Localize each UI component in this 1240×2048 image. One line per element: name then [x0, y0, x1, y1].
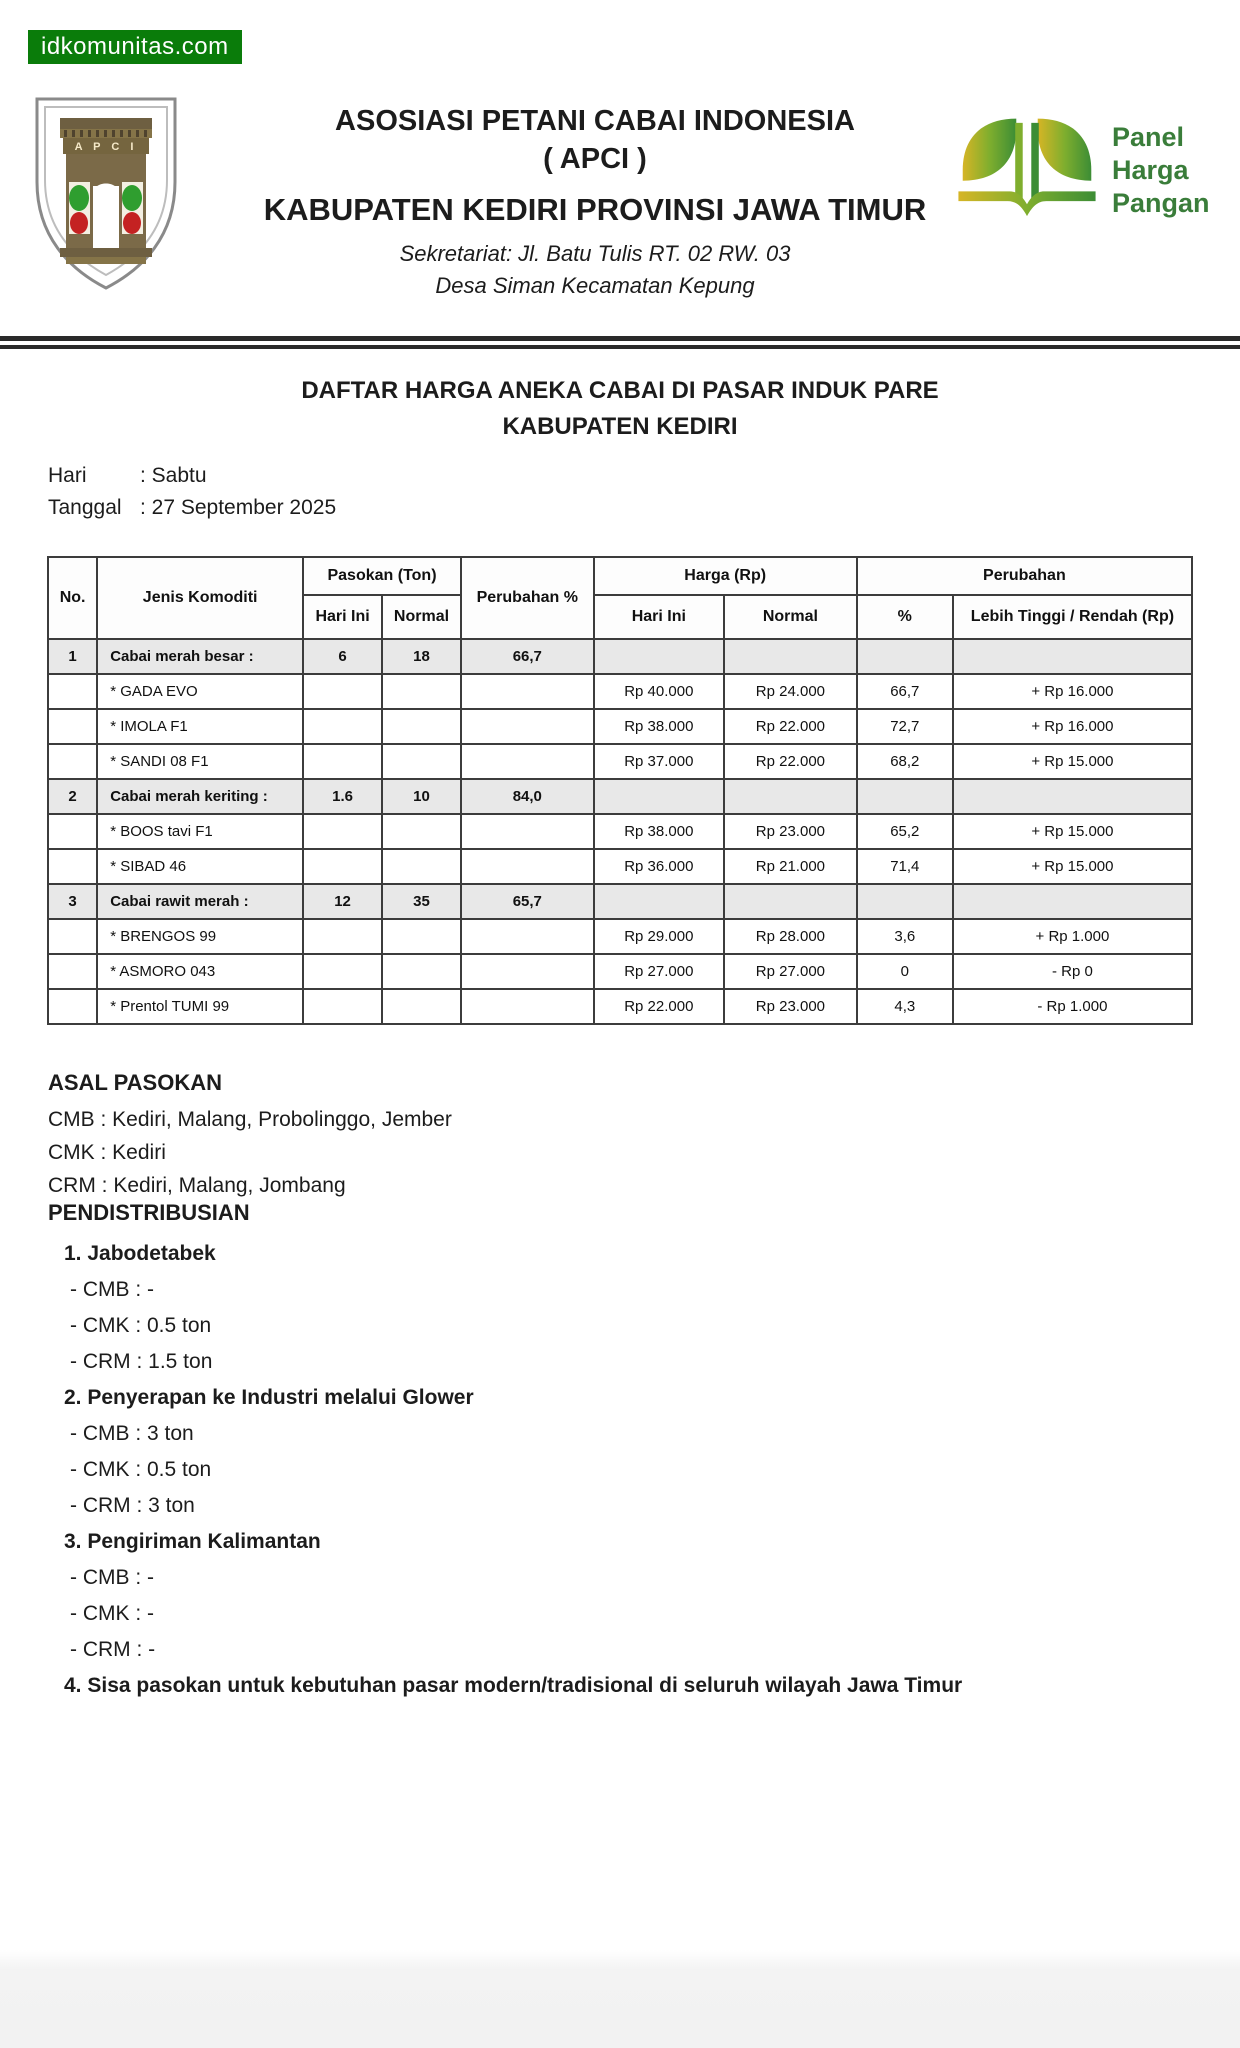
value-cell: [594, 779, 724, 814]
village-address: Desa Siman Kecamatan Kepung: [435, 273, 755, 298]
distribution-item-line: - CMB : -: [70, 1566, 154, 1589]
value-cell: [461, 709, 594, 744]
value-cell: 66,7: [857, 674, 953, 709]
value-cell: 6: [303, 639, 382, 674]
subcol-lebih-tinggi-rendah: Lebih Tinggi / Rendah (Rp): [953, 595, 1192, 639]
value-cell: 1.6: [303, 779, 382, 814]
commodity-cell: * IMOLA F1: [97, 709, 303, 744]
value-cell: Rp 38.000: [594, 709, 724, 744]
date-label: Tanggal: [48, 496, 122, 519]
document-title: [0, 376, 1240, 442]
table-row: [48, 814, 1192, 849]
subcol-pasokan-hari-ini: Hari Ini: [303, 595, 382, 639]
watermark-banner: idkomunitas.com: [28, 30, 242, 64]
value-cell: [724, 639, 857, 674]
scan-footer-band: [0, 1950, 1240, 2048]
distribution-item-title: 2. Penyerapan ke Industri melalui Glower: [64, 1386, 474, 1409]
letterhead: [210, 104, 980, 300]
col-group-pasokan: Pasokan (Ton): [303, 557, 461, 595]
value-cell: 71,4: [857, 849, 953, 884]
commodity-cell: * BOOS tavi F1: [97, 814, 303, 849]
org-region-line: KABUPATEN KEDIRI PROVINSI JAWA TIMUR: [263, 192, 927, 227]
value-cell: Rp 27.000: [594, 954, 724, 989]
value-cell: [48, 849, 97, 884]
value-cell: 65,7: [461, 884, 594, 919]
value-cell: [857, 639, 953, 674]
value-cell: [382, 919, 461, 954]
date-block: [48, 460, 336, 524]
value-cell: [594, 884, 724, 919]
org-name-line1: ASOSIASI PETANI CABAI INDONESIA: [335, 105, 855, 137]
logo-word-pangan: Pangan: [1112, 187, 1210, 218]
distribution-item-line: - CRM : -: [70, 1638, 156, 1661]
value-cell: [303, 989, 382, 1024]
price-table-body: [48, 639, 1192, 1024]
pendistribusian-list: [48, 1236, 962, 1704]
date-row: [48, 492, 336, 524]
commodity-cell: Cabai merah keriting :: [97, 779, 303, 814]
value-cell: Rp 28.000: [724, 919, 857, 954]
asal-pasokan-lines: [48, 1103, 452, 1202]
value-cell: [303, 919, 382, 954]
value-cell: 1: [48, 639, 97, 674]
value-cell: Rp 23.000: [724, 989, 857, 1024]
value-cell: + Rp 15.000: [953, 849, 1192, 884]
asal-pasokan-heading: ASAL PASOKAN: [48, 1070, 222, 1095]
value-cell: 2: [48, 779, 97, 814]
value-cell: Rp 38.000: [594, 814, 724, 849]
value-cell: [461, 744, 594, 779]
value-cell: 66,7: [461, 639, 594, 674]
value-cell: [461, 849, 594, 884]
distribution-item-title: 3. Pengiriman Kalimantan: [64, 1530, 321, 1553]
col-group-harga: Harga (Rp): [594, 557, 857, 595]
day-label: Hari: [48, 464, 87, 487]
value-cell: [303, 744, 382, 779]
value-cell: 65,2: [857, 814, 953, 849]
value-cell: 35: [382, 884, 461, 919]
pendistribusian-section: [48, 1198, 962, 1704]
value-cell: Rp 40.000: [594, 674, 724, 709]
value-cell: Rp 29.000: [594, 919, 724, 954]
document-title-line2: KABUPATEN KEDIRI: [502, 413, 738, 440]
value-cell: + Rp 15.000: [953, 744, 1192, 779]
value-cell: [48, 954, 97, 989]
value-cell: Rp 36.000: [594, 849, 724, 884]
commodity-cell: * GADA EVO: [97, 674, 303, 709]
table-row: [48, 674, 1192, 709]
date-value: : 27 September 2025: [140, 496, 337, 519]
value-cell: [724, 779, 857, 814]
value-cell: Rp 37.000: [594, 744, 724, 779]
table-row: [48, 884, 1192, 919]
value-cell: 0: [857, 954, 953, 989]
col-header-no: No.: [48, 557, 97, 639]
col-header-perubahan-pct: Perubahan %: [461, 557, 594, 639]
apci-shield-logo: [30, 92, 182, 296]
day-value: : Sabtu: [140, 464, 207, 487]
document-title-line1: DAFTAR HARGA ANEKA CABAI DI PASAR INDUK PARE: [301, 377, 939, 404]
col-header-jenis: Jenis Komoditi: [97, 557, 303, 639]
distribution-item-line: - CMB : 3 ton: [70, 1422, 194, 1445]
value-cell: 12: [303, 884, 382, 919]
value-cell: Rp 21.000: [724, 849, 857, 884]
commodity-cell: Cabai rawit merah :: [97, 884, 303, 919]
price-table: [47, 556, 1193, 1025]
value-cell: [48, 989, 97, 1024]
price-table-header: [48, 557, 1192, 639]
table-row: [48, 954, 1192, 989]
panel-harga-pangan-text: [1112, 121, 1210, 220]
value-cell: + Rp 15.000: [953, 814, 1192, 849]
value-cell: 72,7: [857, 709, 953, 744]
table-row: [48, 779, 1192, 814]
value-cell: 4,3: [857, 989, 953, 1024]
value-cell: Rp 22.000: [724, 744, 857, 779]
org-name-line2: ( APCI ): [543, 143, 647, 175]
value-cell: Rp 23.000: [724, 814, 857, 849]
col-group-perubahan: Perubahan: [857, 557, 1192, 595]
header-divider: [0, 336, 1240, 349]
supply-origin-line: CMB : Kediri, Malang, Probolinggo, Jember: [48, 1108, 452, 1131]
value-cell: + Rp 1.000: [953, 919, 1192, 954]
table-row: [48, 709, 1192, 744]
distribution-item-line: - CRM : 1.5 ton: [70, 1350, 213, 1373]
value-cell: [303, 709, 382, 744]
value-cell: [382, 849, 461, 884]
value-cell: [382, 989, 461, 1024]
value-cell: [382, 709, 461, 744]
value-cell: [48, 744, 97, 779]
leaf-book-icon: [952, 112, 1102, 228]
subcol-harga-hari-ini: Hari Ini: [594, 595, 724, 639]
value-cell: [382, 674, 461, 709]
value-cell: 18: [382, 639, 461, 674]
logo-word-panel: Panel: [1112, 121, 1185, 152]
value-cell: [48, 709, 97, 744]
apci-logo-letters: A P C I: [74, 141, 138, 153]
value-cell: [953, 779, 1192, 814]
value-cell: Rp 27.000: [724, 954, 857, 989]
commodity-cell: * Prentol TUMI 99: [97, 989, 303, 1024]
value-cell: [303, 814, 382, 849]
value-cell: [382, 744, 461, 779]
value-cell: - Rp 1.000: [953, 989, 1192, 1024]
panel-harga-pangan-logo: [952, 112, 1210, 228]
value-cell: [594, 639, 724, 674]
value-cell: [461, 919, 594, 954]
distribution-item-title: 4. Sisa pasokan untuk kebutuhan pasar modern/tradisional di seluruh wilayah Jawa Timur: [64, 1674, 963, 1697]
distribution-item-line: - CMK : -: [70, 1602, 154, 1625]
subcol-harga-normal: Normal: [724, 595, 857, 639]
value-cell: [303, 849, 382, 884]
value-cell: 84,0: [461, 779, 594, 814]
value-cell: 3,6: [857, 919, 953, 954]
value-cell: 10: [382, 779, 461, 814]
distribution-item-line: - CRM : 3 ton: [70, 1494, 195, 1517]
commodity-cell: * ASMORO 043: [97, 954, 303, 989]
subcol-pct: %: [857, 595, 953, 639]
pendistribusian-heading: PENDISTRIBUSIAN: [48, 1200, 250, 1225]
value-cell: [857, 779, 953, 814]
subcol-pasokan-normal: Normal: [382, 595, 461, 639]
value-cell: [461, 954, 594, 989]
distribution-item-line: - CMB : -: [70, 1278, 154, 1301]
distribution-item-line: - CMK : 0.5 ton: [70, 1458, 212, 1481]
value-cell: + Rp 16.000: [953, 709, 1192, 744]
table-row: [48, 919, 1192, 954]
asal-pasokan-section: [48, 1066, 452, 1202]
value-cell: Rp 24.000: [724, 674, 857, 709]
value-cell: - Rp 0: [953, 954, 1192, 989]
commodity-cell: Cabai merah besar :: [97, 639, 303, 674]
value-cell: [48, 814, 97, 849]
value-cell: [857, 884, 953, 919]
value-cell: [953, 639, 1192, 674]
value-cell: [303, 954, 382, 989]
table-row: [48, 744, 1192, 779]
table-row: [48, 989, 1192, 1024]
table-row: [48, 849, 1192, 884]
commodity-cell: * SANDI 08 F1: [97, 744, 303, 779]
commodity-cell: * BRENGOS 99: [97, 919, 303, 954]
secretariat-address: Sekretariat: Jl. Batu Tulis RT. 02 RW. 03: [399, 241, 791, 266]
commodity-cell: * SIBAD 46: [97, 849, 303, 884]
value-cell: Rp 22.000: [724, 709, 857, 744]
value-cell: 68,2: [857, 744, 953, 779]
supply-origin-line: CMK : Kediri: [48, 1141, 166, 1164]
value-cell: [461, 814, 594, 849]
value-cell: [724, 884, 857, 919]
logo-word-harga: Harga: [1112, 154, 1189, 185]
distribution-item-line: - CMK : 0.5 ton: [70, 1314, 212, 1337]
value-cell: Rp 22.000: [594, 989, 724, 1024]
value-cell: 3: [48, 884, 97, 919]
value-cell: [48, 674, 97, 709]
value-cell: [48, 919, 97, 954]
value-cell: [953, 884, 1192, 919]
value-cell: + Rp 16.000: [953, 674, 1192, 709]
value-cell: [303, 674, 382, 709]
value-cell: [382, 954, 461, 989]
value-cell: [461, 989, 594, 1024]
value-cell: [382, 814, 461, 849]
supply-origin-line: CRM : Kediri, Malang, Jombang: [48, 1174, 346, 1197]
value-cell: [461, 674, 594, 709]
day-row: [48, 460, 336, 492]
distribution-item-title: 1. Jabodetabek: [64, 1242, 216, 1265]
table-row: [48, 639, 1192, 674]
